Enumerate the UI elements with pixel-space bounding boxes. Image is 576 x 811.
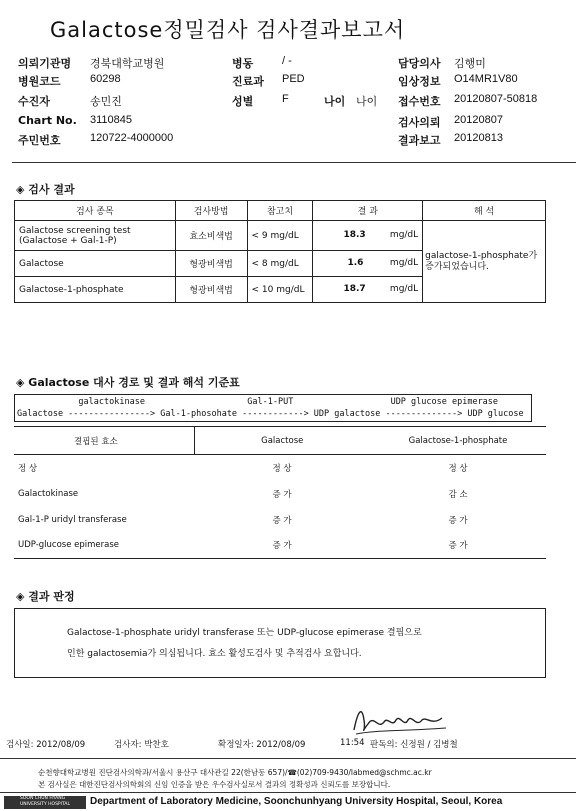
- test-name: Galactose: [15, 251, 176, 277]
- header-right: [398, 55, 574, 155]
- footer-bar: [0, 792, 576, 811]
- header-value: F: [282, 93, 289, 105]
- reference-range: < 8 mg/dL: [247, 251, 313, 277]
- footer-address: 순천향대학교병원 진단검사의학과/서울시 용산구 대사관길 22(한남동 657)/☎(02)709-9430/labmed@schmc.ac.kr: [38, 768, 432, 777]
- pathway-table: [14, 426, 546, 559]
- age-value: 나이: [356, 96, 378, 108]
- header-value: 경북대학교병원: [90, 58, 165, 70]
- result-unit: mg/dL: [389, 258, 419, 268]
- report-title: Galactose정밀검사 검사결과보고서: [50, 18, 406, 42]
- table-row: [14, 507, 546, 533]
- header-value: PED: [282, 73, 305, 85]
- header-label: 성별: [232, 95, 254, 108]
- enzyme: Galactokinase: [18, 488, 79, 499]
- age-label: 나이: [324, 95, 346, 108]
- results-table: [14, 200, 546, 303]
- enzyme: Gal-1-P uridyl transferase: [18, 514, 127, 525]
- table-row: [15, 221, 546, 251]
- judgment-line: 인한 galactosemia가 의심됩니다. 효소 활성도검사 및 추적검사 요합니다.: [67, 649, 362, 659]
- header-value: O14MR1V80: [454, 73, 518, 85]
- enzyme: UDP-glucose epimerase: [14, 533, 194, 559]
- test-method: 형광비색법: [175, 251, 247, 277]
- result-cell: [313, 221, 423, 251]
- test-name: Galactose screening test (Galactose + Gal-1-P): [15, 221, 176, 251]
- column-header: Galactose: [194, 427, 370, 455]
- judgment-section-title: ◈ 결과 판정: [16, 590, 75, 603]
- header-value: 20120813: [454, 132, 503, 144]
- signature-image: [346, 700, 466, 740]
- header-value: 송민진: [90, 96, 122, 108]
- hospital-logo: [4, 796, 86, 809]
- header-label: 접수번호: [398, 95, 441, 108]
- table-row: [14, 455, 546, 481]
- results-section-title: ◈ 검사 결과: [16, 183, 75, 196]
- header-value: 20120807-50818: [454, 93, 538, 105]
- header-value: / -: [282, 55, 292, 67]
- header-value: 20120807: [454, 114, 503, 126]
- header-label: Chart No.: [18, 114, 77, 127]
- header-label: 결과보고: [398, 134, 441, 147]
- column-header: 검사방법: [175, 201, 247, 221]
- column-header: 결 과: [313, 201, 423, 221]
- gal1p-level: 정 상: [448, 463, 468, 474]
- header-value: 김행미: [454, 58, 486, 70]
- column-header: Galactose-1-phosphate: [370, 427, 546, 455]
- tester: 검사자: 박찬호: [114, 740, 169, 750]
- judgment-box: [14, 608, 546, 678]
- column-header: 참고치: [247, 201, 313, 221]
- test-name: Galactose-1-phosphate: [15, 277, 176, 303]
- header-value: 120722-4000000: [90, 132, 174, 144]
- header-label: 병동: [232, 57, 254, 70]
- confirm-date: 확정일자: 2012/08/09: [218, 740, 306, 750]
- pathway-section-title: ◈ Galactose 대사 경로 및 결과 해석 기준표: [16, 376, 240, 389]
- result-value: 18.7: [343, 284, 366, 294]
- judgment-line: Galactose-1-phosphate uridyl transferase 또는 UDP-glucose epimerase 결핍으로: [67, 628, 422, 638]
- reader: 판독의: 신정원 / 김병철: [370, 740, 458, 750]
- header-label: 의뢰기관명: [18, 57, 72, 70]
- pathway-header-row: [14, 427, 546, 455]
- result-value: 18.3: [343, 230, 366, 240]
- logo-text: SOON CHUN HYANG UNIVERSITY HOSPITAL: [20, 796, 70, 807]
- pathway-steps: Galactose ----------------> Gal-1-phosohate ------------> UDP galactose --------------> UDP glucose: [17, 409, 524, 419]
- galactose-level: 증 가: [272, 489, 292, 500]
- header-label: 검사의뢰: [398, 116, 441, 129]
- divider: [0, 758, 576, 759]
- header-label: 진료과: [232, 75, 264, 88]
- header-middle: [232, 55, 392, 115]
- interpretation: galactose-1-phosphate가 증가되었습니다.: [423, 221, 546, 303]
- gal1p-level: 감 소: [448, 489, 468, 500]
- column-header: 검사 종목: [15, 201, 176, 221]
- test-date: 검사일: 2012/08/09: [6, 740, 86, 750]
- test-method: 효소비색법: [175, 221, 247, 251]
- gal1p-level: 증 가: [370, 533, 546, 559]
- divider: [12, 162, 576, 163]
- results-header-row: [15, 201, 546, 221]
- result-value: 1.6: [347, 258, 364, 268]
- result-cell: [313, 251, 423, 277]
- pathway-box: [14, 394, 532, 422]
- gal1p-level: 증 가: [448, 515, 468, 526]
- galactose-level: 증 가: [272, 515, 292, 526]
- pathway-enzymes: galactokinase Gal-1-PUT UDP glucose epimerase: [17, 397, 499, 407]
- galactose-level: 증 가: [194, 533, 370, 559]
- header-label: 담당의사: [398, 57, 441, 70]
- reference-range: < 9 mg/dL: [247, 221, 313, 251]
- table-row: [14, 481, 546, 507]
- header-label: 수진자: [18, 95, 50, 108]
- table-row: [14, 533, 546, 559]
- galactose-level: 정 상: [272, 463, 292, 474]
- header-value: 60298: [90, 73, 121, 85]
- department-name: Department of Laboratory Medicine, Soonchunhyang University Hospital, Seoul, Korea: [90, 796, 503, 807]
- column-header: 해 석: [423, 201, 546, 221]
- header-label: 주민번호: [18, 134, 61, 147]
- reference-range: < 10 mg/dL: [247, 277, 313, 303]
- header-label: 병원코드: [18, 75, 61, 88]
- header-left: [18, 55, 238, 155]
- header-value: 3110845: [90, 114, 133, 126]
- result-unit: mg/dL: [389, 284, 419, 294]
- result-cell: [313, 277, 423, 303]
- footer-accreditation: 본 검사실은 대한진단검사의학회의 신임 인증을 받은 우수검사실로서 결과의 정확성과 신뢰도를 보장합니다.: [38, 780, 391, 789]
- header-label: 임상정보: [398, 75, 441, 88]
- column-header: 결핍된 효소: [14, 427, 194, 455]
- enzyme: 정 상: [18, 463, 38, 474]
- test-method: 형광비색법: [175, 277, 247, 303]
- confirm-time: 11:54: [340, 738, 365, 748]
- result-unit: mg/dL: [389, 230, 419, 240]
